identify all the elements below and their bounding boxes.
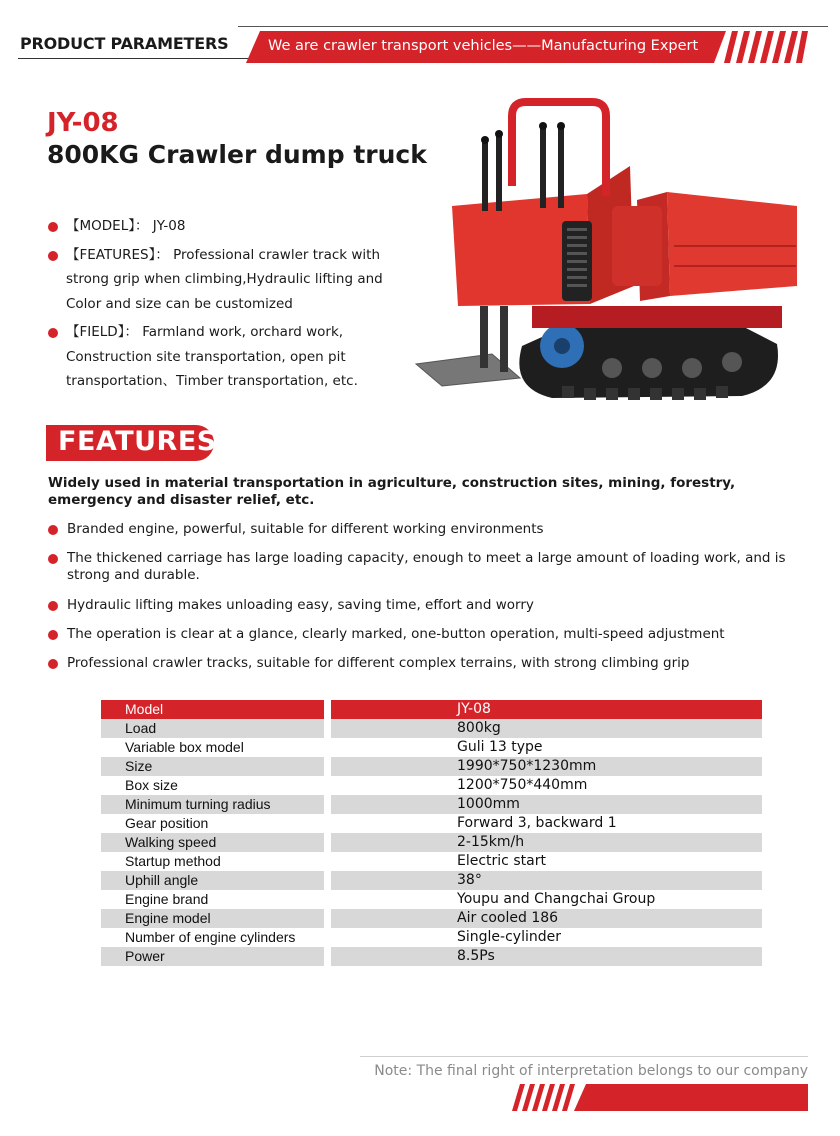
table-cell-label: Load [101,719,324,738]
table-cell-value: Single-cylinder [457,929,561,945]
table-cell-value: 1990*750*1230mm [331,757,762,776]
intro-list [48,214,408,398]
features-list [48,521,788,672]
product-code: JY-08 [47,108,119,138]
list-item [48,655,788,672]
footer-band [574,1084,808,1111]
table-cell-value: Air cooled 186 [331,909,762,928]
table-row [101,833,763,852]
table-row [101,909,763,928]
feature-text: Branded engine, powerful, suitable for different working environments [67,521,544,537]
table-cell-label: Uphill angle [101,871,324,890]
list-item [48,597,788,614]
header-outline [238,26,828,27]
table-cell-value: 2-15km/h [331,833,762,852]
feature-text: The operation is clear at a glance, clearly marked, one-button operation, multi-speed adjustment [67,626,725,642]
table-cell-value: Electric start [457,853,546,869]
features-badge-label: FEATURES [58,426,217,457]
intro-field-text: 【FIELD】： Farmland work, orchard work, Construction site transportation, open pit transportation、Timber transportation, etc. [66,324,358,389]
crawler-truck-image [412,96,812,416]
table-cell-value: 1000mm [331,795,762,814]
table-cell-label: Box size [125,777,178,793]
table-row [101,852,763,871]
intro-model-text: 【MODEL】： JY-08 [66,218,186,234]
table-row [101,871,763,890]
table-cell-value: 800kg [331,719,762,738]
table-cell-label: Power [101,947,324,966]
table-cell-value: 38° [331,871,762,890]
table-row [101,947,763,966]
intro-features-text: 【FEATURES】： Professional crawler track with strong grip when climbing,Hydraulic lifting and Color and size can be customized [66,246,383,312]
table-header-cell: Model [101,700,324,719]
bullet-dot-icon [48,525,58,535]
table-cell-label: Startup method [125,853,221,869]
table-cell-label: Walking speed [101,833,324,852]
tagline-text: We are crawler transport vehicles——Manufacturing Expert [268,38,699,54]
list-item [48,521,788,538]
bullet-dot-icon [48,328,58,338]
stripe-decoration-icon [512,1084,578,1111]
list-item [48,626,788,643]
stripe-decoration-icon [722,31,808,63]
table-cell-label: Size [101,757,324,776]
feature-text: The thickened carriage has large loading capacity, enough to meet a large amount of loading work, and is strong and durable. [67,550,786,583]
table-row [101,738,763,757]
table-cell-value: 8.5Ps [331,947,762,966]
feature-text: Professional crawler tracks, suitable for different complex terrains, with strong climbing grip [67,655,690,671]
table-cell-label: Engine brand [125,891,209,907]
table-row [101,719,763,738]
intro-model [48,214,408,239]
product-name: 800KG Crawler dump truck [47,140,427,169]
footer-divider [360,1056,808,1057]
section-label: PRODUCT PARAMETERS [20,34,229,53]
section-underline [18,58,250,59]
footer-note: Note: The final right of interpretation belongs to our company [374,1063,808,1079]
table-row [101,795,763,814]
table-row [101,757,763,776]
spec-table [101,700,763,966]
features-lead: Widely used in material transportation in agriculture, construction sites, mining, forestry, emergency and disaster relief, etc. [48,475,736,508]
table-row [101,776,763,795]
table-cell-value: 1200*750*440mm [457,777,588,793]
table-cell-label: Gear position [125,815,209,831]
intro-features [48,243,408,317]
table-cell-value: Youpu and Changchai Group [457,891,656,907]
table-cell-label: Variable box model [125,739,244,755]
table-header-cell: JY-08 [331,700,762,719]
table-row [101,814,763,833]
table-cell-value: Forward 3, backward 1 [457,815,617,831]
bullet-dot-icon [48,222,58,232]
bullet-dot-icon [48,601,58,611]
table-header-row [101,700,763,719]
intro-field [48,320,408,394]
list-item [48,550,788,584]
feature-text: Hydraulic lifting makes unloading easy, saving time, effort and worry [67,597,534,613]
bullet-dot-icon [48,659,58,669]
bullet-dot-icon [48,630,58,640]
bullet-dot-icon [48,251,58,261]
table-row [101,928,763,947]
table-row [101,890,763,909]
table-cell-label: Engine model [101,909,324,928]
bullet-dot-icon [48,554,58,564]
table-cell-value: Guli 13 type [457,739,543,755]
table-cell-label: Number of engine cylinders [125,929,296,945]
table-cell-label: Minimum turning radius [101,795,324,814]
